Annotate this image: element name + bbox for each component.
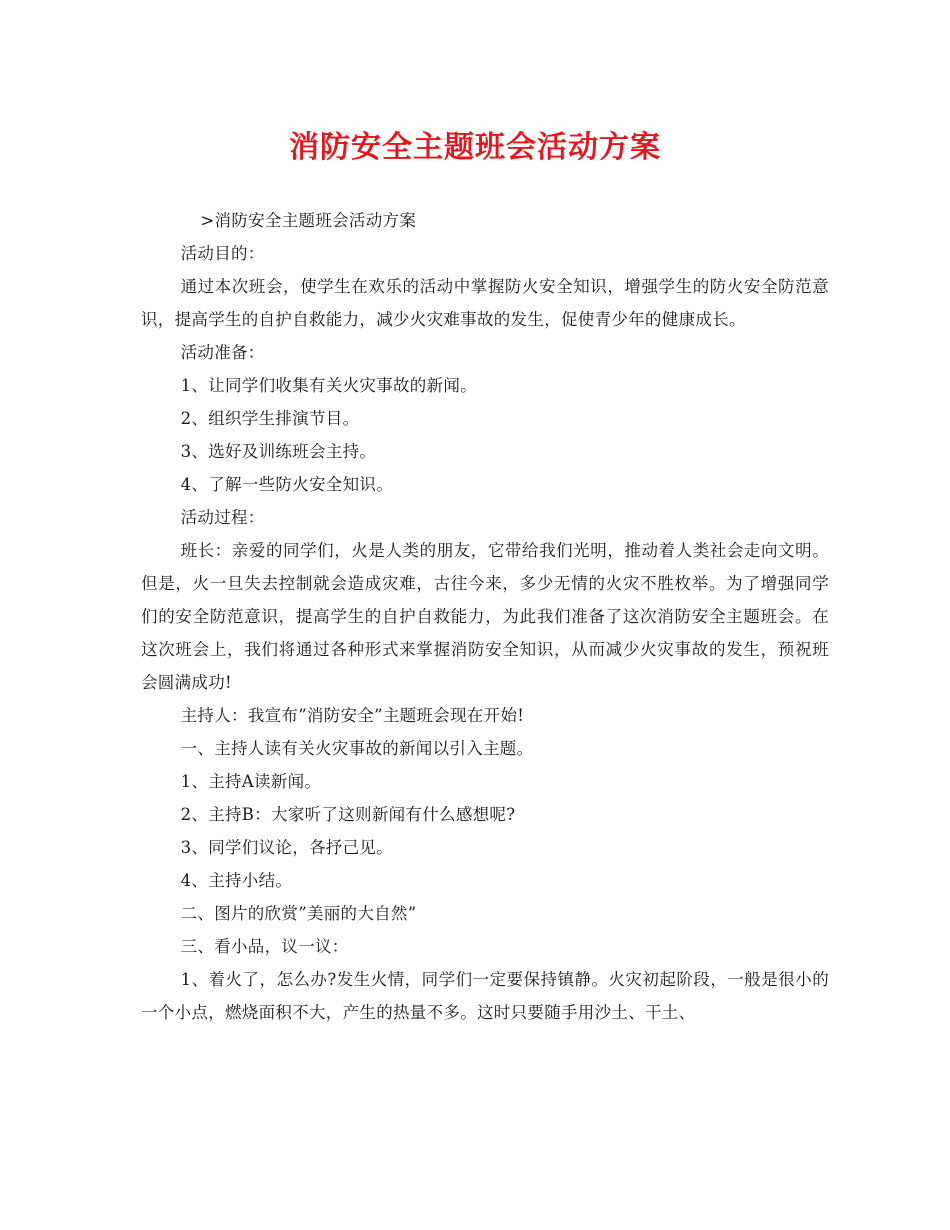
section-heading-preparation: 活动准备： <box>180 343 265 362</box>
list-item: 2、主持B：大家听了这则新闻有什么感想呢? <box>180 805 516 824</box>
step-heading-1: 一、主持人读有关火灾事故的新闻以引入主题。 <box>180 739 534 758</box>
list-item: 1、让同学们收集有关火灾事故的新闻。 <box>180 376 477 395</box>
list-item: 2、组织学生排演节目。 <box>180 409 360 428</box>
document-body <box>141 204 829 1029</box>
subtitle-line: >消防安全主题班会活动方案 <box>200 211 417 230</box>
paragraph-fire-response: 1、着火了，怎么办?发生火情，同学们一定要保持镇静。火灾初起阶段，一般是很小的一个小点，燃烧面积不大，产生的热量不多。这时只要随手用沙土、干土、 <box>141 970 829 1022</box>
paragraph-host-opening: 主持人：我宣布”消防安全”主题班会现在开始! <box>180 706 525 725</box>
step-heading-2: 二、图片的欣赏”美丽的大自然” <box>180 904 417 923</box>
paragraph-monitor-speech: 班长：亲爱的同学们，火是人类的朋友，它带给我们光明，推动着人类社会走向文明。但是，火一旦失去控制就会造成灾难，古往今来，多少无情的火灾不胜枚举。为了增强同学们的安全防范意识，提高学生的自护自救能力，为此我们准备了这次消防安全主题班会。在这次班会上，我们将通过各种形式来掌握消防安全知识，从而减少火灾事故的发生，预祝班会圆满成功! <box>141 541 829 692</box>
step-heading-3: 三、看小品，议一议： <box>180 937 349 956</box>
list-item: 3、同学们议论，各抒己见。 <box>180 838 393 857</box>
list-item: 4、了解一些防火安全知识。 <box>180 475 393 494</box>
list-item: 3、选好及训练班会主持。 <box>180 442 377 461</box>
paragraph-purpose: 通过本次班会，使学生在欢乐的活动中掌握防火安全知识，增强学生的防火安全防范意识，提高学生的自护自救能力，减少火灾难事故的发生，促使青少年的健康成长。 <box>141 277 829 329</box>
document-title: 消防安全主题班会活动方案 <box>289 130 661 165</box>
section-heading-process: 活动过程： <box>180 508 265 527</box>
list-item: 1、主持A读新闻。 <box>180 772 322 791</box>
list-item: 4、主持小结。 <box>180 871 293 890</box>
section-heading-purpose: 活动目的： <box>180 244 265 263</box>
